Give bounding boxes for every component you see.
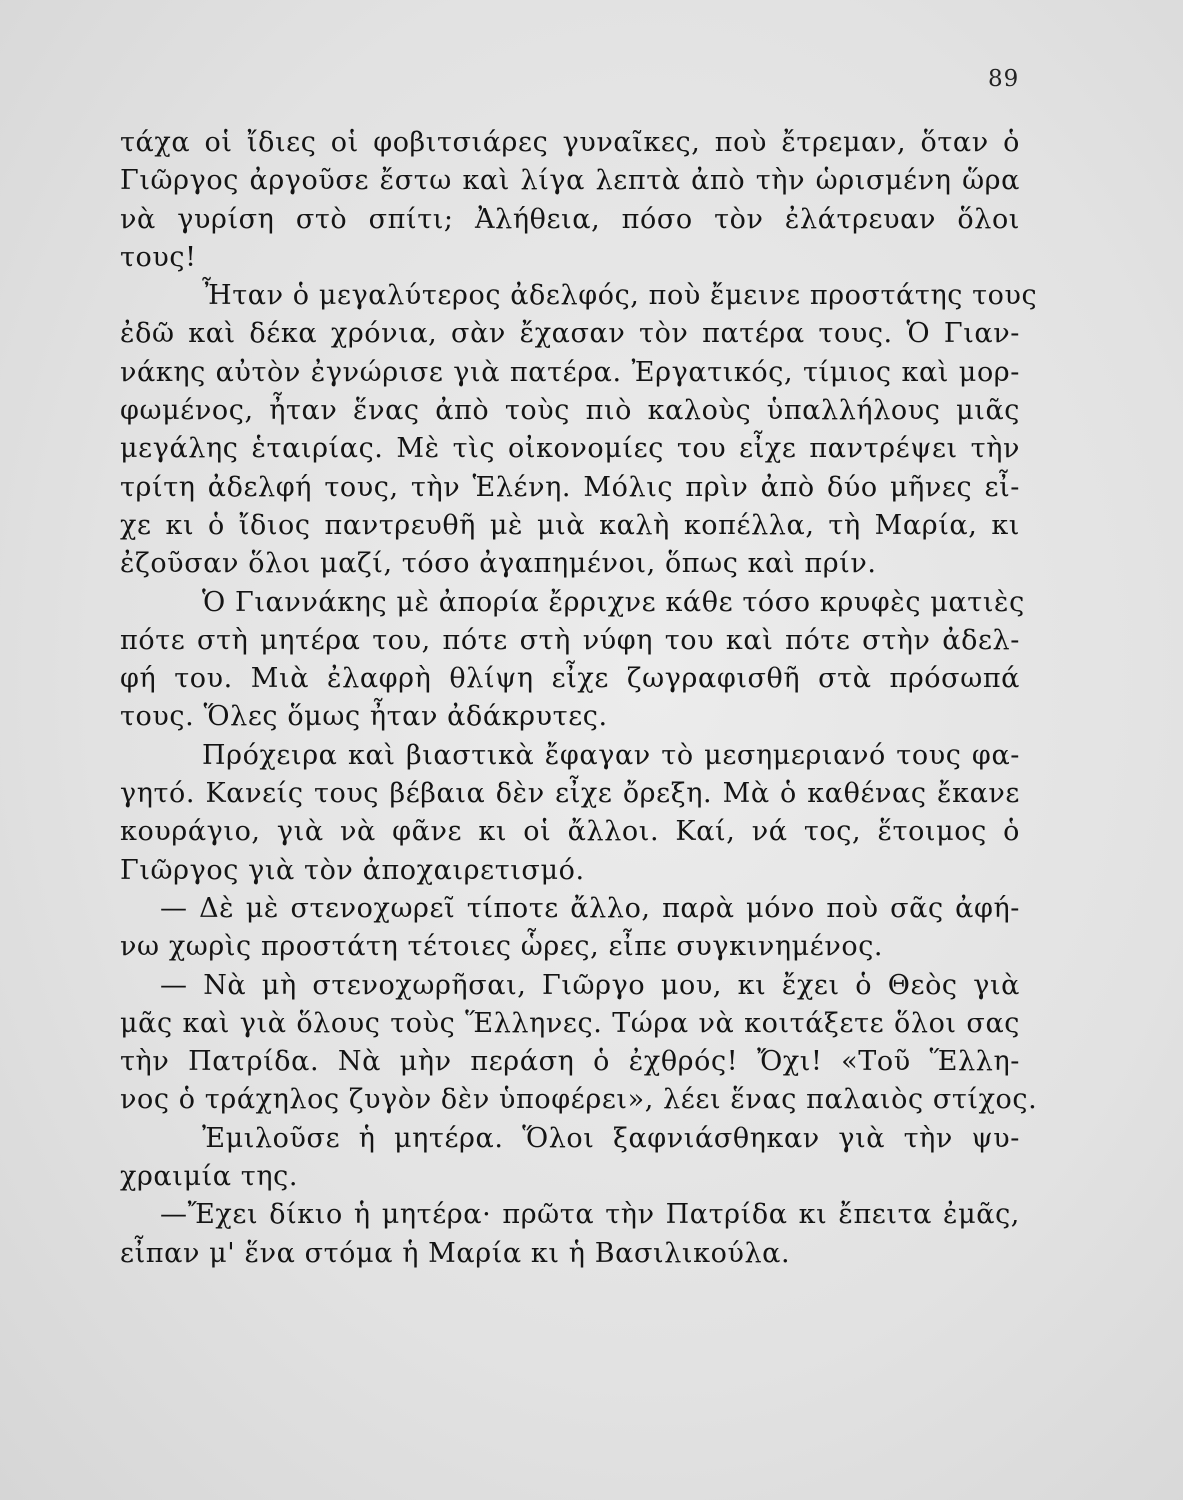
text-line: τους! (120, 241, 197, 273)
text-line: ἐδῶ καὶ δέκα χρόνια, σὰν ἔχασαν τὸν πατέρα τους. Ὁ Γιαν- (120, 318, 1020, 350)
text-line: γητό. Κανείς τους βέβαια δὲν εἶχε ὄρεξη. Μὰ ὁ καθένας ἔκανε (120, 778, 1020, 810)
text-line: τους. Ὅλες ὅμως ἦταν ἀδάκρυτες. (120, 701, 608, 733)
text-line: μᾶς καὶ γιὰ ὅλους τοὺς Ἕλληνες. Τώρα νὰ κοιτάξετε ὅλοι σας (120, 1007, 1020, 1039)
page-number: 89 (988, 66, 1020, 92)
text-line: νω χωρὶς προστάτη τέτοιες ὧρες, εἶπε συγκινημένος. (120, 931, 884, 963)
text-line: Πρόχειρα καὶ βιαστικὰ ἔφαγαν τὸ μεσημεριανό τους φα- (202, 739, 1020, 771)
text-line: φή του. Μιὰ ἐλαφρὴ θλίψη εἶχε ζωγραφισθῆ στὰ πρόσωπά (120, 663, 1020, 695)
text-line: τρίτη ἀδελφή τους, τὴν Ἑλένη. Μόλις πρὶν ἀπὸ δύο μῆνες εἶ- (120, 471, 1020, 503)
text-line: Ἦταν ὁ μεγαλύτερος ἀδελφός, ποὺ ἔμεινε προστάτης τους (202, 280, 1038, 312)
text-line: μεγάλης ἑταιρίας. Μὲ τὶς οἰκονομίες του εἶχε παντρέψει τὴν (120, 433, 1020, 465)
text-line: Ὁ Γιαννάκης μὲ ἀπορία ἔρριχνε κάθε τόσο κρυφὲς ματιὲς (202, 586, 1025, 618)
text-line: τὴν Πατρίδα. Νὰ μὴν περάση ὁ ἐχθρός! Ὄχι! «Τοῦ Ἕλλη- (120, 1046, 1020, 1078)
text-line: πότε στὴ μητέρα του, πότε στὴ νύφη του καὶ πότε στὴν ἀδελ- (120, 624, 1020, 656)
text-line: χε κι ὁ ἴδιος παντρευθῆ μὲ μιὰ καλὴ κοπέλλα, τὴ Μαρία, κι (120, 509, 1020, 541)
text-line: Γιῶργος γιὰ τὸν ἀποχαιρετισμό. (120, 854, 585, 886)
text-line: — Δὲ μὲ στενοχωρεῖ τίποτε ἄλλο, παρὰ μόνο ποὺ σᾶς ἀφή- (160, 892, 1020, 924)
text-line: εἶπαν μ' ἕνα στόμα ἡ Μαρία κι ἡ Βασιλικούλα. (120, 1237, 791, 1269)
text-line: ἐζοῦσαν ὅλοι μαζί, τόσο ἀγαπημένοι, ὅπως καὶ πρίν. (120, 548, 877, 580)
text-line: Γιῶργος ἀργοῦσε ἔστω καὶ λίγα λεπτὰ ἀπὸ τὴν ὡρισμένη ὥρα (120, 165, 1020, 197)
text-line: νος ὁ τράχηλος ζυγὸν δὲν ὑποφέρει», λέει ἕνας παλαιὸς στίχος. (120, 1084, 1038, 1116)
text-line: —Ἔχει δίκιο ἡ μητέρα· πρῶτα τὴν Πατρίδα κι ἔπειτα ἐμᾶς, (160, 1199, 1020, 1231)
text-line: τάχα οἱ ἴδιες οἱ φοβιτσιάρες γυναῖκες, ποὺ ἔτρεμαν, ὅταν ὁ (120, 127, 1020, 158)
text-line: κουράγιο, γιὰ νὰ φᾶνε κι οἱ ἄλλοι. Καί, νά τος, ἕτοιμος ὁ (120, 816, 1020, 848)
text-line: — Νὰ μὴ στενοχωρῆσαι, Γιῶργο μου, κι ἔχει ὁ Θεὸς γιὰ (160, 969, 1020, 1001)
text-line: Ἐμιλοῦσε ἡ μητέρα. Ὅλοι ξαφνιάσθηκαν γιὰ τὴν ψυ- (202, 1122, 1020, 1154)
text-line: φωμένος, ἦταν ἕνας ἀπὸ τοὺς πιὸ καλοὺς ὑπαλλήλους μιᾶς (120, 395, 1020, 427)
text-line: νὰ γυρίση στὸ σπίτι; Ἀλήθεια, πόσο τὸν ἐλάτρευαν ὅλοι (120, 203, 1020, 235)
body-text (120, 124, 1038, 1273)
text-line: χραιμία της. (120, 1161, 299, 1193)
text-line: νάκης αὐτὸν ἐγνώρισε γιὰ πατέρα. Ἐργατικός, τίμιος καὶ μορ- (120, 356, 1020, 388)
